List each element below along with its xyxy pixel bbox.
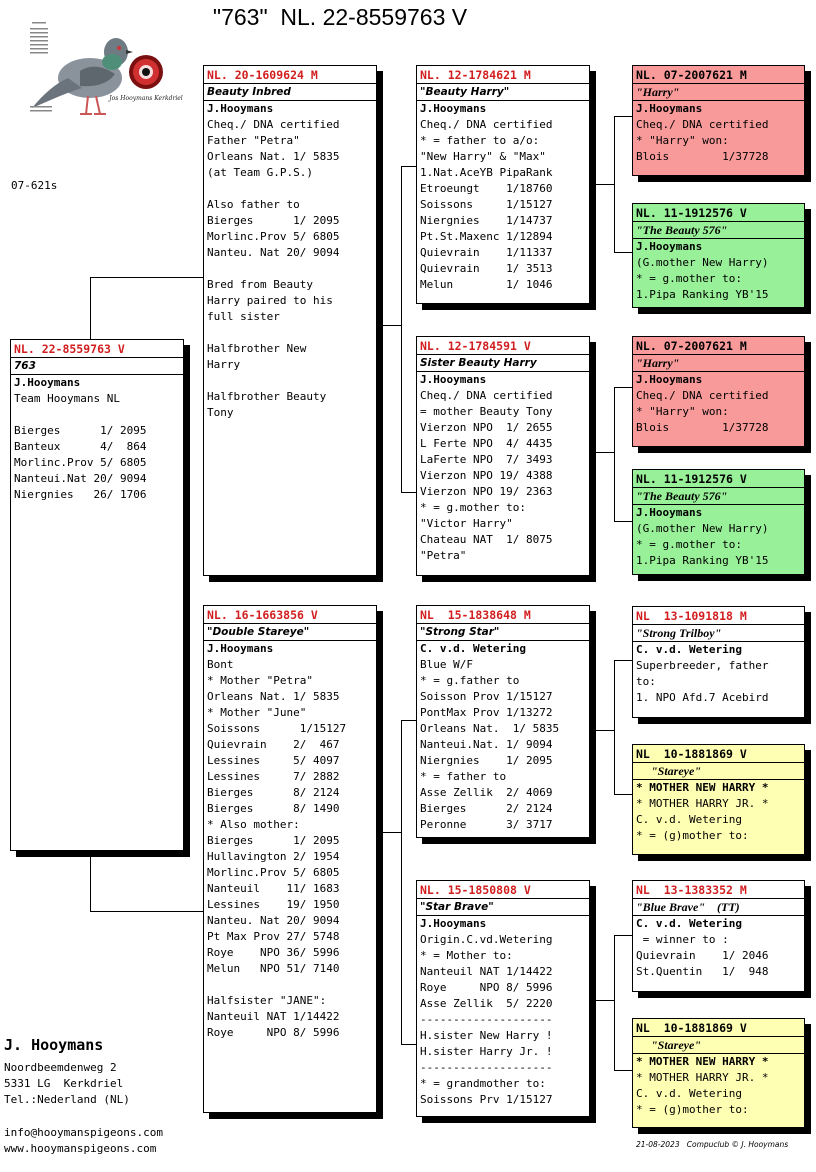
- card-line: Blois 1/37728: [636, 421, 769, 434]
- card-line: 1. NPO Afd.7 Acebird: [636, 691, 769, 704]
- card-line: * = Mother to:: [420, 949, 513, 962]
- card-line: 1.Pipa Ranking YB'15: [636, 288, 769, 301]
- card-line: Bierges 1/ 2095: [207, 834, 340, 847]
- ring-number: NL 10-1881869 V: [633, 1019, 804, 1037]
- card-line: C. v.d. Wetering: [636, 813, 742, 826]
- pigeon-name: "Double Stareye": [204, 624, 376, 641]
- connector: [401, 492, 417, 493]
- connector: [614, 935, 632, 936]
- connector: [614, 1070, 632, 1071]
- connector: [596, 730, 614, 731]
- card-line: * "Harry" won:: [636, 405, 729, 418]
- card-line: C. v.d. Wetering: [636, 1087, 742, 1100]
- card-line: Niergnies 1/14737: [420, 214, 553, 227]
- card-line: LaFerte NPO 7/ 3493: [420, 453, 553, 466]
- card-line: * = g.mother to:: [636, 538, 742, 551]
- card-line: "Victor Harry": [420, 517, 513, 530]
- pigeon-name: "The Beauty 576": [633, 222, 804, 239]
- card-line: Nanteuil NAT 1/14422: [207, 1010, 340, 1023]
- connector: [614, 660, 615, 794]
- card-line: Nanteuil NAT 1/14422: [420, 965, 553, 978]
- card-line: J.Hooymans: [207, 642, 274, 655]
- card-line: * MOTHER NEW HARRY *: [636, 781, 769, 794]
- card-body: [633, 780, 804, 844]
- connector: [401, 166, 417, 167]
- card-line: = mother Beauty Tony: [420, 405, 553, 418]
- ring-number: NL. 07-2007621 M: [633, 66, 804, 84]
- card-body: [633, 101, 804, 165]
- card-line: Superbreeder, father: [636, 659, 769, 672]
- card-line: H.sister New Harry !: [420, 1029, 553, 1042]
- card-line: Pt.St.Maxenc 1/12894: [420, 230, 553, 243]
- pigeon-name: 763: [11, 358, 183, 375]
- card-line: Soisson Prov 1/15127: [420, 690, 553, 703]
- card-body: [11, 375, 183, 503]
- card-line: * = father to a/o:: [420, 134, 540, 147]
- card-line: Nanteui.Nat. 1/ 9094: [420, 738, 553, 751]
- ring-number: NL. 12-1784591 V: [417, 337, 589, 355]
- card-line: Father "Petra": [207, 134, 300, 147]
- card-body: [417, 101, 589, 293]
- card-line: Cheq./ DNA certified: [636, 118, 769, 131]
- card-line: Soissons Prv 1/15127: [420, 1093, 553, 1106]
- great-grandparent-card[interactable]: [632, 1018, 805, 1128]
- card-line: Harry paired to his: [207, 294, 333, 307]
- card-line: Quievrain 2/ 467: [207, 738, 340, 751]
- card-body: [633, 642, 804, 706]
- pigeon-name: "Stareye": [633, 1037, 804, 1054]
- card-line: [207, 977, 373, 993]
- card-line: J.Hooymans: [420, 373, 487, 386]
- card-line: [207, 325, 373, 341]
- ring-number: NL. 11-1912576 V: [633, 204, 804, 222]
- owner-address-line: Tel.:Nederland (NL): [4, 1093, 130, 1106]
- great-grandparent-card[interactable]: [632, 744, 805, 855]
- card-line: Lessines 19/ 1950: [207, 898, 340, 911]
- card-line: Roye NPO 36/ 5996: [207, 946, 340, 959]
- ring-number: NL. 15-1850808 V: [417, 881, 589, 899]
- pigeon-name: "Strong Trilboy": [633, 625, 804, 642]
- ring-number: NL 10-1881869 V: [633, 745, 804, 763]
- card-line: Blois 1/37728: [636, 150, 769, 163]
- card-line: 1.Nat.AceYB PipaRank: [420, 166, 553, 179]
- card-line: J.Hooymans: [420, 102, 487, 115]
- connector: [383, 832, 401, 833]
- connector: [90, 277, 204, 278]
- card-line: "New Harry" & "Max": [420, 150, 546, 163]
- card-body: [204, 641, 376, 1041]
- connector: [596, 1000, 614, 1001]
- connector: [614, 252, 632, 253]
- card-line: J.Hooymans: [14, 376, 81, 389]
- pigeon-name: "Strong Star": [417, 624, 589, 641]
- card-line: (G.mother New Harry): [636, 256, 769, 269]
- pigeon-name: Beauty Inbred: [204, 84, 376, 101]
- card-line: Nanteu. Nat 20/ 9094: [207, 914, 340, 927]
- great-grandparent-card[interactable]: [632, 203, 805, 308]
- card-line: Roye NPO 8/ 5996: [207, 1026, 340, 1039]
- card-line: Nanteu. Nat 20/ 9094: [207, 246, 340, 259]
- connector: [90, 856, 91, 911]
- connector: [596, 452, 614, 453]
- card-line: J.Hooymans: [420, 917, 487, 930]
- great-grandparent-card[interactable]: [632, 336, 805, 447]
- pigeon-name: "Blue Brave" (TT): [633, 899, 804, 916]
- card-line: J.Hooymans: [636, 373, 703, 386]
- card-line: = winner to :: [636, 933, 729, 946]
- connector: [614, 660, 632, 661]
- card-line: J.Hooymans: [636, 506, 703, 519]
- pigeon-name: "Star Brave": [417, 899, 589, 916]
- great-grandparent-card[interactable]: [632, 469, 805, 575]
- card-line: Chateau NAT 1/ 8075: [420, 533, 553, 546]
- card-line: * = (g)mother to:: [636, 829, 749, 842]
- card-line: Roye NPO 8/ 5996: [420, 981, 553, 994]
- connector: [614, 387, 632, 388]
- card-body: [417, 372, 589, 564]
- card-line: Soissons 1/15127: [207, 722, 347, 735]
- card-line: Halfbrother New: [207, 342, 307, 355]
- connector: [614, 794, 632, 795]
- card-body: [633, 916, 804, 980]
- card-line: Hullavington 2/ 1954: [207, 850, 340, 863]
- connector: [614, 521, 632, 522]
- card-body: [633, 239, 804, 303]
- paternal-grandmother-card[interactable]: [416, 336, 590, 576]
- card-line: Morlinc.Prov 5/ 6805: [207, 230, 340, 243]
- card-line: * = (g)mother to:: [636, 1103, 749, 1116]
- connector: [90, 911, 204, 912]
- pigeon-name: "Harry": [633, 84, 804, 101]
- owner-address-line: Noordbeemdenweg 2: [4, 1061, 117, 1074]
- card-line: Etroeungt 1/18760: [420, 182, 553, 195]
- card-line: Orleans Nat. 1/ 5835: [207, 690, 340, 703]
- card-body: [417, 641, 589, 833]
- card-body: [633, 372, 804, 436]
- card-line: Cheq./ DNA certified: [420, 118, 553, 131]
- card-line: C. v.d. Wetering: [420, 642, 526, 655]
- owner-name: J. Hooymans: [4, 1036, 104, 1054]
- ring-number: NL 13-1383352 M: [633, 881, 804, 899]
- connector: [614, 935, 615, 1070]
- card-line: Niergnies 1/ 2095: [420, 754, 553, 767]
- card-line: (G.mother New Harry): [636, 522, 769, 535]
- pigeon-name: "Beauty Harry": [417, 84, 589, 101]
- connector: [614, 116, 615, 252]
- pigeon-logo: [20, 16, 183, 124]
- card-line: * Mother "June": [207, 706, 307, 719]
- page-title: "763" NL. 22-8559763 V: [212, 4, 468, 30]
- card-body: [204, 101, 376, 421]
- card-line: * Mother "Petra": [207, 674, 313, 687]
- card-line: Vierzon NPO 1/ 2655: [420, 421, 553, 434]
- paternal-grandfather-card[interactable]: [416, 65, 590, 304]
- reference-code: 07-621s: [11, 179, 58, 192]
- great-grandparent-card[interactable]: [632, 880, 805, 992]
- card-line: * = father to: [420, 770, 507, 783]
- card-line: Banteux 4/ 864: [14, 440, 147, 453]
- maternal-grandfather-card[interactable]: [416, 605, 590, 838]
- card-body: [633, 1054, 804, 1118]
- card-line: (at Team G.P.S.): [207, 166, 313, 179]
- card-line: Vierzon NPO 19/ 4388: [420, 469, 553, 482]
- ring-number: NL. 07-2007621 M: [633, 337, 804, 355]
- card-line: * Also mother:: [207, 818, 300, 831]
- connector: [401, 720, 417, 721]
- card-line: [207, 261, 373, 277]
- card-line: Lessines 5/ 4097: [207, 754, 340, 767]
- card-line: Tony: [207, 406, 234, 419]
- ring-number: NL. 20-1609624 M: [204, 66, 376, 84]
- ring-number: NL 15-1838648 M: [417, 606, 589, 624]
- pigeon-name: "Harry": [633, 355, 804, 372]
- footer: 21-08-2023 Compuclub © J. Hooymans: [636, 1140, 789, 1149]
- card-line: L Ferte NPO 4/ 4435: [420, 437, 553, 450]
- card-line: Blue W/F: [420, 658, 473, 671]
- card-line: Quievrain 1/11337: [420, 246, 553, 259]
- card-line: --------------------: [420, 1013, 553, 1026]
- card-line: * = g.father to: [420, 674, 520, 687]
- card-line: C. v.d. Wetering: [636, 643, 742, 656]
- card-line: * MOTHER NEW HARRY *: [636, 1055, 769, 1068]
- card-line: PontMax Prov 1/13272: [420, 706, 553, 719]
- card-line: * MOTHER HARRY JR. *: [636, 1071, 769, 1084]
- card-line: [14, 407, 180, 423]
- connector: [614, 116, 632, 117]
- logo-caption: Jos Hooymans Kerkdriel: [109, 95, 183, 102]
- card-line: Cheq./ DNA certified: [207, 118, 340, 131]
- card-line: Vierzon NPO 19/ 2363: [420, 485, 553, 498]
- card-line: Nanteuil 11/ 1683: [207, 882, 340, 895]
- maternal-grandmother-card[interactable]: [416, 880, 590, 1117]
- connector: [614, 387, 615, 521]
- subject-card[interactable]: [10, 339, 184, 851]
- card-line: Asse Zellik 2/ 4069: [420, 786, 553, 799]
- father-card[interactable]: [203, 65, 377, 576]
- card-line: Quievrain 1/ 3513: [420, 262, 553, 275]
- card-line: to:: [636, 675, 656, 688]
- card-line: * = g.mother to:: [636, 272, 742, 285]
- card-line: Melun NPO 51/ 7140: [207, 962, 340, 975]
- card-line: J.Hooymans: [636, 240, 703, 253]
- card-line: Cheq./ DNA certified: [636, 389, 769, 402]
- card-line: Bont: [207, 658, 234, 671]
- ring-number: NL. 12-1784621 M: [417, 66, 589, 84]
- pigeon-name: "Stareye": [633, 763, 804, 780]
- card-line: Orleans Nat. 1/ 5835: [207, 150, 340, 163]
- eye-icon: [129, 55, 163, 89]
- card-line: Nanteui.Nat 20/ 9094: [14, 472, 147, 485]
- card-line: Halfbrother Beauty: [207, 390, 327, 403]
- card-line: H.sister Harry Jr. !: [420, 1045, 553, 1058]
- card-line: C. v.d. Wetering: [636, 917, 742, 930]
- card-line: Pt Max Prov 27/ 5748: [207, 930, 340, 943]
- card-line: Bierges 8/ 2124: [207, 786, 340, 799]
- card-line: Bierges 1/ 2095: [207, 214, 340, 227]
- card-line: Peronne 3/ 3717: [420, 818, 553, 831]
- card-line: St.Quentin 1/ 948: [636, 965, 769, 978]
- connector: [401, 720, 402, 1044]
- connector: [383, 325, 401, 326]
- card-line: [207, 181, 373, 197]
- card-line: Bierges 8/ 1490: [207, 802, 340, 815]
- connector: [401, 1044, 417, 1045]
- connector: [90, 277, 91, 340]
- card-line: Quievrain 1/ 2046: [636, 949, 769, 962]
- owner-address-line: 5331 LG Kerkdriel: [4, 1077, 124, 1090]
- card-line: full sister: [207, 310, 280, 323]
- mother-card[interactable]: [203, 605, 377, 1113]
- ring-number: NL 13-1091818 M: [633, 607, 804, 625]
- pigeon-name: "The Beauty 576": [633, 488, 804, 505]
- card-line: Cheq./ DNA certified: [420, 389, 553, 402]
- card-line: * MOTHER HARRY JR. *: [636, 797, 769, 810]
- website-link[interactable]: www.hooymanspigeons.com: [4, 1142, 157, 1155]
- card-line: * "Harry" won:: [636, 134, 729, 147]
- card-line: Soissons 1/15127: [420, 198, 553, 211]
- card-line: J.Hooymans: [636, 102, 703, 115]
- card-body: [633, 505, 804, 569]
- great-grandparent-card[interactable]: [632, 606, 805, 718]
- card-line: Melun 1/ 1046: [420, 278, 553, 291]
- card-line: [207, 373, 373, 389]
- card-line: Morlinc.Prov 5/ 6805: [207, 866, 340, 879]
- card-line: Lessines 7/ 2882: [207, 770, 340, 783]
- card-line: J.Hooymans: [207, 102, 274, 115]
- great-grandparent-card[interactable]: [632, 65, 805, 176]
- ring-number: NL. 16-1663856 V: [204, 606, 376, 624]
- card-line: Morlinc.Prov 5/ 6805: [14, 456, 147, 469]
- card-line: Bierges 1/ 2095: [14, 424, 147, 437]
- card-line: * = g.mother to:: [420, 501, 526, 514]
- card-line: "Petra": [420, 549, 467, 562]
- card-line: Team Hooymans NL: [14, 392, 120, 405]
- email-link[interactable]: info@hooymanspigeons.com: [4, 1126, 163, 1139]
- card-line: * = grandmother to:: [420, 1077, 546, 1090]
- card-line: Niergnies 26/ 1706: [14, 488, 147, 501]
- card-line: 1.Pipa Ranking YB'15: [636, 554, 769, 567]
- connector: [401, 166, 402, 492]
- connector: [596, 184, 614, 185]
- card-line: Asse Zellik 5/ 2220: [420, 997, 553, 1010]
- owner-block: [4, 1036, 130, 1108]
- card-line: Also father to: [207, 198, 300, 211]
- card-line: --------------------: [420, 1061, 553, 1074]
- card-line: Orleans Nat. 1/ 5835: [420, 722, 560, 735]
- pigeon-name: Sister Beauty Harry: [417, 355, 589, 372]
- contacts: [4, 1125, 163, 1157]
- ring-number: NL. 22-8559763 V: [11, 340, 183, 358]
- card-line: Harry: [207, 358, 241, 371]
- card-body: [417, 916, 589, 1108]
- card-line: Bred from Beauty: [207, 278, 313, 291]
- card-line: Halfsister "JANE":: [207, 994, 327, 1007]
- card-line: Bierges 2/ 2124: [420, 802, 553, 815]
- ring-number: NL. 11-1912576 V: [633, 470, 804, 488]
- card-line: Origin.C.vd.Wetering: [420, 933, 553, 946]
